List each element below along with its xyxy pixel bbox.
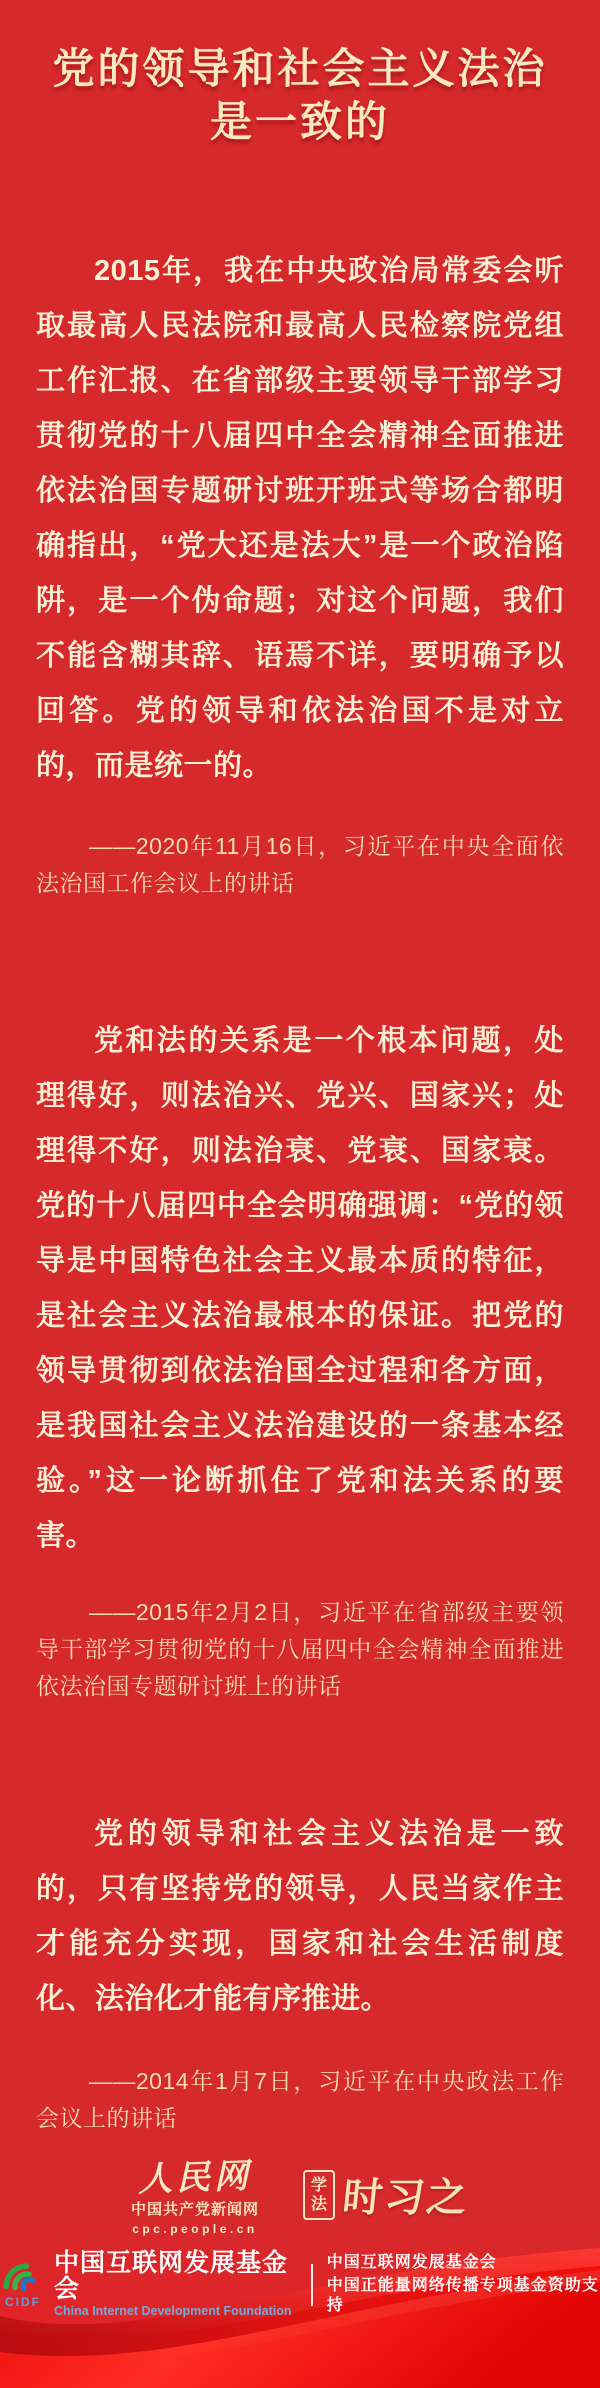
quote-attribution-1: ——2020年11月16日，习近平在中央全面依法治国工作会议上的讲话 [36,833,564,896]
cidf-name-cn: 中国互联网发展基金会 [54,2249,289,2303]
shixizhi-wordmark: 时习之 [340,2176,471,2220]
peoples-daily-url: cpc.people.cn [132,2222,258,2236]
quote-paragraph-1: 2015年，我在中央政治局常委会听取最高人民法院和最高人民检察院党组工作汇报、在省部级主要领导干部学习贯彻党的十八届四中全会精神全面推进依法治国专题研讨班开班式等场合都明确指出，“党大还是法大”是一个政治陷阱，是一个伪命题；对这个问题，我们不能含糊其辞、语焉不详，要明确予以回答。党的领导和依法治国不是对立的，而是统一的。 [36,255,564,782]
quote-content [0,244,600,2137]
cidf-text [54,2250,297,2319]
support-line2: 中国正能量网络传播专项基金资助支持 [326,2277,599,2314]
footer-logos [0,2157,600,2236]
quote-attribution-3: ——2014年1月7日，习近平在中央政法工作会议上的讲话 [36,2068,564,2131]
poster-title [0,0,600,148]
quote-attribution-2: ——2015年2月2日，习近平在省部级主要领导干部学习贯彻党的十八届四中全会精神全面推进依法治国专题研讨班上的讲话 [36,1599,564,1699]
peoples-daily-logo [130,2157,259,2236]
stamp-char-1: 学 [310,2176,327,2194]
peoples-daily-script-icon: 人民网 [137,2157,253,2199]
stamp-char-2: 法 [310,2195,327,2213]
sponsor-divider [311,2264,313,2306]
quote-paragraph-2: 党和法的关系是一个根本问题，处理得好，则法治兴、党兴、国家兴；处理得不好，则法治衰、党衰、国家衰。党的十八届四中全会明确强调：“党的领导是中国特色社会主义最本质的特征，是社会主义法治最根本的保证。把党的领导贯彻到依法治国全过程和各方面，是我国社会主义法治建设的一条基本经验。”这一论断抓住了党和法关系的要害。 [36,1025,564,1552]
cidf-abbr: CIDF [5,2295,41,2309]
support-text [327,2253,600,2316]
quote-paragraph-3: 党的领导和社会主义法治是一致的，只有坚持党的领导，人民当家作主才能充分实现，国家和社会生活制度化、法治化才能有序推进。 [36,1818,564,2015]
sponsor-bar [0,2250,600,2319]
support-line1: 中国互联网发展基金会 [326,2254,497,2271]
shixizhi-brand [303,2166,469,2223]
xuefa-stamp-icon [303,2170,335,2220]
cidf-logo [0,2260,46,2309]
peoples-daily-subtitle: 中国共产党新闻网 [130,2201,259,2218]
poster-title-line2: 是一致的 [209,98,390,145]
cidf-name-en: China Internet Development Foundation [54,2304,292,2318]
poster-title-line1: 党的领导和社会主义法治 [52,45,548,92]
cidf-arcs-icon [0,2260,46,2292]
cidf-logo-block [0,2250,297,2319]
